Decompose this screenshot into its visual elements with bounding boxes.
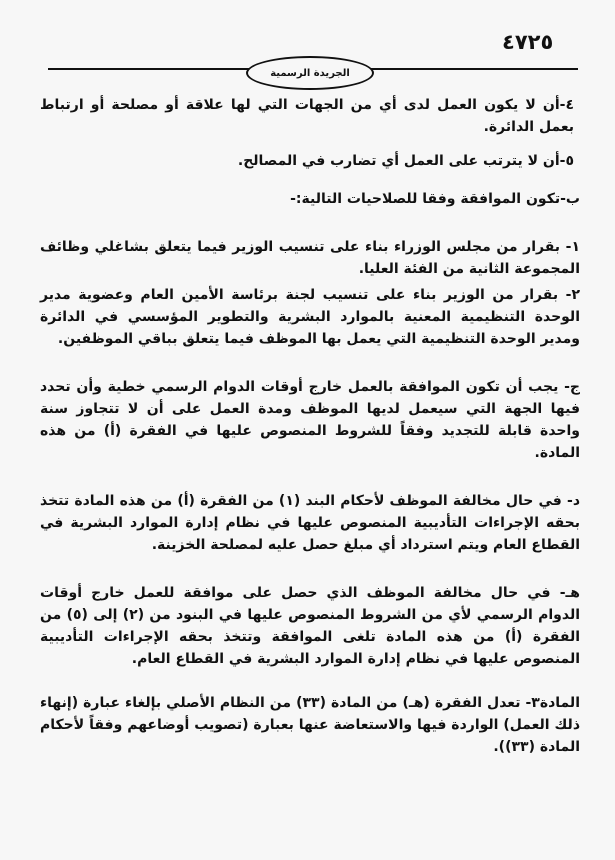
paragraph-b-item-1: ١- بقرار من مجلس الوزراء بناء على تنسيب الوزير فيما يتعلق بشاغلي وظائف المجموعة الثانية من الفئة العليا. bbox=[40, 239, 580, 277]
document-body bbox=[40, 94, 580, 758]
paragraph-d: د- في حال مخالفة الموظف لأحكام البند (١) من الفقرة (أ) من هذه المادة تتخذ بحقه الإجراءات التأديبية المنصوص عليها في نظام إدارة الموارد البشرية في القطاع العام ويتم استرداد أي مبلغ حصل عليه لمصلحة الخزينة. bbox=[40, 493, 581, 553]
paragraph-j: ج- يجب أن تكون الموافقة بالعمل خارج أوقات الدوام الرسمي خطية وأن تحدد فيها الجهة التي سيعمل لديها الموظف ومدة العمل على أن لا تتجاوز سنة واحدة قابلة للتجديد وفقاً للشروط المنصوص عليها في الفقرة (أ) من هذه المادة. bbox=[40, 379, 580, 461]
article-3: المادة٣- تعدل الفقرة (هـ) من المادة (٣٣) من النظام الأصلي بإلغاء عبارة (إنهاء ذلك العمل) الواردة فيها والاستعاضة عنها بعبارة (تصويب أوضاعهم وفقاً لأحكام المادة (٣٣)). bbox=[40, 695, 580, 755]
paragraph-h: هـ- في حال مخالفة الموظف الذي حصل على موافقة للعمل خارج أوقات الدوام الرسمي لأي من الشروط المنصوص عليها في البنود من (٢) إلى (٥) من الفقرة (أ) من هذه المادة تلغى الموافقة وتتخذ بحقه الإجراءات التأديبية المنصوص عليها في نظام إدارة الموارد البشرية في القطاع العام. bbox=[40, 585, 581, 667]
paragraph-b-item-2: ٢- بقرار من الوزير بناء على تنسيب لجنة برئاسة الأمين العام وعضوية مدير الوحدة التنظيمية المعنية بالموارد البشرية والتطوير المؤسسي في الدائرة ومدير الوحدة التنظيمية التي يعمل بها الموظف فيما يتعلق بباقي الموظفين. bbox=[40, 287, 580, 347]
clause-5: ٥-أن لا يترتب على العمل أي تضارب في المصالح. bbox=[237, 153, 574, 169]
clause-4: ٤-أن لا يكون العمل لدى أي من الجهات التي لها علاقة أو مصلحة أو ارتباط بعمل الدائرة. bbox=[40, 97, 574, 135]
publication-header: الجريدة الرسمية bbox=[246, 56, 374, 90]
paragraph-b-heading: ب-تكون الموافقة وفقا للصلاحيات التالية:- bbox=[290, 191, 580, 207]
page-number: ٤٧٢٥ bbox=[502, 30, 554, 54]
